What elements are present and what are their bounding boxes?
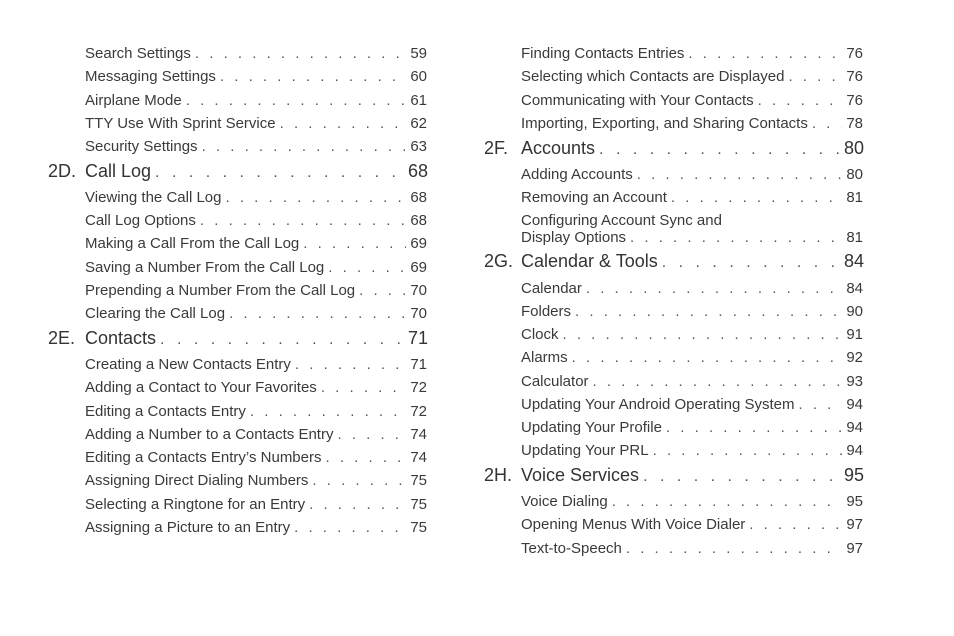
entry-page: 80 (846, 166, 863, 183)
entry-label: Airplane Mode (85, 92, 182, 109)
entry-label: Voice Dialing (521, 493, 608, 510)
dot-leader (653, 442, 843, 459)
toc-section-2g[interactable] (484, 251, 864, 275)
section-number: 2E. (48, 328, 76, 348)
entry-page: 97 (846, 540, 863, 557)
toc-entry[interactable] (521, 280, 863, 300)
dot-leader (337, 426, 406, 443)
section-title: Calendar & Tools (521, 251, 658, 271)
entry-page: 69 (410, 235, 427, 252)
entry-page: 61 (410, 92, 427, 109)
entry-label: Finding Contacts Entries (521, 45, 685, 62)
entry-page: 97 (846, 516, 863, 533)
toc-section-2f[interactable] (484, 138, 864, 162)
entry-page: 90 (846, 303, 863, 320)
section-page: 71 (407, 328, 428, 348)
toc-entry[interactable] (85, 426, 427, 446)
entry-page: 94 (846, 442, 863, 459)
dot-leader (688, 45, 842, 62)
toc-section-2e[interactable] (48, 328, 428, 352)
toc-entry[interactable] (521, 166, 863, 186)
toc-entry[interactable] (521, 92, 863, 112)
dot-leader (295, 356, 406, 373)
toc-section-2h[interactable] (484, 465, 864, 489)
section-page: 95 (843, 465, 864, 485)
entry-page: 74 (410, 426, 427, 443)
entry-page: 74 (410, 449, 427, 466)
toc-entry[interactable] (521, 349, 863, 369)
section-title: Voice Services (521, 465, 640, 485)
entry-page: 63 (410, 138, 427, 155)
toc-entry[interactable] (85, 115, 427, 135)
entry-page: 94 (846, 396, 863, 413)
dot-leader (788, 68, 842, 85)
section-page: 80 (843, 138, 864, 158)
entry-page: 81 (846, 189, 863, 206)
dot-leader (326, 449, 407, 466)
dot-leader (662, 254, 840, 272)
dot-leader (312, 472, 406, 489)
dot-leader (572, 349, 843, 366)
entry-page: 72 (410, 403, 427, 420)
toc-entry[interactable] (85, 496, 427, 516)
entry-page: 59 (410, 45, 427, 62)
entry-label: Call Log Options (85, 212, 196, 229)
entry-label: Making a Call From the Call Log (85, 235, 300, 252)
dot-leader (280, 115, 407, 132)
entry-page: 92 (846, 349, 863, 366)
entry-page: 71 (410, 356, 427, 373)
entry-label: Search Settings (85, 45, 191, 62)
entry-label: Importing, Exporting, and Sharing Contacts (521, 115, 808, 132)
toc-entry[interactable] (85, 259, 427, 279)
entry-page: 68 (410, 189, 427, 206)
entry-label: Creating a New Contacts Entry (85, 356, 291, 373)
entry-label: Updating Your Profile (521, 419, 662, 436)
toc-entry[interactable] (521, 516, 863, 536)
dot-leader (303, 235, 406, 252)
toc-entry[interactable] (521, 442, 863, 462)
dot-leader (799, 396, 843, 413)
entry-label: Selecting a Ringtone for an Entry (85, 496, 306, 513)
section-number: 2G. (484, 251, 514, 271)
entry-page: 68 (410, 212, 427, 229)
entry-label: Editing a Contacts Entry (85, 403, 246, 420)
entry-label: Clearing the Call Log (85, 305, 226, 322)
toc-entry[interactable] (521, 493, 863, 513)
entry-label: Saving a Number From the Call Log (85, 259, 325, 276)
dot-leader (202, 138, 407, 155)
toc-entry[interactable] (85, 138, 427, 158)
section-number: 2F. (484, 138, 509, 158)
entry-label: Updating Your PRL (521, 442, 649, 459)
dot-leader (195, 45, 406, 62)
entry-label: Communicating with Your Contacts (521, 92, 754, 109)
dot-leader (155, 164, 404, 182)
entry-page: 81 (846, 229, 863, 246)
toc-entry[interactable] (85, 212, 427, 232)
entry-label: Alarms (521, 349, 568, 366)
toc-entry[interactable] (521, 303, 863, 323)
entry-page: 76 (846, 68, 863, 85)
entry-label: Messaging Settings (85, 68, 216, 85)
toc-entry[interactable] (85, 379, 427, 399)
entry-label: Adding a Number to a Contacts Entry (85, 426, 334, 443)
section-title: Accounts (521, 138, 596, 158)
toc-entry[interactable] (521, 326, 863, 346)
dot-leader (563, 326, 843, 343)
entry-label: Assigning a Picture to an Entry (85, 519, 291, 536)
entry-label-line2: Display Options (521, 229, 627, 246)
entry-page: 72 (410, 379, 427, 396)
toc-entry[interactable] (85, 472, 427, 492)
entry-label: Calculator (521, 373, 589, 390)
dot-leader (294, 519, 406, 536)
entry-label: Selecting which Contacts are Displayed (521, 68, 785, 85)
toc-entry[interactable] (85, 92, 427, 112)
entry-page: 91 (846, 326, 863, 343)
section-title: Call Log (85, 161, 152, 181)
dot-leader (328, 259, 406, 276)
toc-entry[interactable] (521, 373, 863, 393)
dot-leader (250, 403, 406, 420)
dot-leader (643, 468, 840, 486)
section-number: 2H. (484, 465, 513, 485)
toc-entry[interactable] (85, 449, 427, 469)
toc-entry[interactable] (85, 403, 427, 423)
section-number: 2D. (48, 161, 77, 181)
toc-entry[interactable] (521, 45, 863, 65)
entry-label: Folders (521, 303, 572, 320)
dot-leader (225, 189, 406, 206)
entry-label: Viewing the Call Log (85, 189, 222, 206)
entry-page: 69 (410, 259, 427, 276)
toc-entry[interactable] (85, 235, 427, 255)
entry-label: TTY Use With Sprint Service (85, 115, 276, 132)
entry-label-line1[interactable]: Configuring Account Sync and (521, 212, 722, 229)
toc-entry[interactable] (521, 419, 863, 439)
section-page: 84 (843, 251, 864, 271)
toc-entry[interactable] (85, 45, 427, 65)
dot-leader (637, 166, 843, 183)
toc-entry[interactable] (521, 115, 863, 135)
entry-label: Editing a Contacts Entry’s Numbers (85, 449, 322, 466)
entry-page: 93 (846, 373, 863, 390)
toc-entry[interactable] (85, 519, 427, 539)
toc-entry[interactable] (521, 68, 863, 88)
entry-page: 70 (410, 305, 427, 322)
toc-entry[interactable] (521, 229, 863, 249)
toc-entry[interactable] (85, 305, 427, 325)
dot-leader (758, 92, 843, 109)
entry-label: Adding Accounts (521, 166, 633, 183)
dot-leader (186, 92, 407, 109)
entry-page: 76 (846, 45, 863, 62)
entry-label: Prepending a Number From the Call Log (85, 282, 356, 299)
dot-leader (630, 229, 842, 246)
entry-label: Assigning Direct Dialing Numbers (85, 472, 309, 489)
dot-leader (229, 305, 406, 322)
dot-leader (160, 331, 404, 349)
toc-entry[interactable] (85, 68, 427, 88)
toc-entry[interactable] (85, 282, 427, 302)
dot-leader (593, 373, 843, 390)
toc-section-2d[interactable] (48, 161, 428, 185)
dot-leader (309, 496, 406, 513)
dot-leader (599, 141, 840, 159)
dot-leader (749, 516, 842, 533)
entry-label: Calendar (521, 280, 582, 297)
section-page: 68 (407, 161, 428, 181)
dot-leader (575, 303, 842, 320)
entry-page: 76 (846, 92, 863, 109)
entry-page: 78 (846, 115, 863, 132)
toc-entry[interactable] (521, 540, 863, 560)
dot-leader (220, 68, 406, 85)
section-title: Contacts (85, 328, 157, 348)
entry-page: 75 (410, 472, 427, 489)
entry-label: Text-to-Speech (521, 540, 622, 557)
dot-leader (586, 280, 842, 297)
entry-page: 94 (846, 419, 863, 436)
entry-page: 62 (410, 115, 427, 132)
entry-page: 75 (410, 496, 427, 513)
toc-entry[interactable] (85, 356, 427, 376)
entry-page: 70 (410, 282, 427, 299)
entry-label: Removing an Account (521, 189, 667, 206)
entry-page: 60 (410, 68, 427, 85)
entry-label: Updating Your Android Operating System (521, 396, 795, 413)
entry-page: 75 (410, 519, 427, 536)
dot-leader (200, 212, 406, 229)
entry-label: Clock (521, 326, 559, 343)
toc-entry[interactable] (85, 189, 427, 209)
entry-label: Security Settings (85, 138, 198, 155)
entry-page: 84 (846, 280, 863, 297)
dot-leader (626, 540, 842, 557)
dot-leader (321, 379, 407, 396)
toc-entry[interactable] (521, 189, 863, 209)
dot-leader (812, 115, 842, 132)
dot-leader (359, 282, 406, 299)
dot-leader (666, 419, 842, 436)
entry-label: Opening Menus With Voice Dialer (521, 516, 746, 533)
dot-leader (671, 189, 842, 206)
toc-entry[interactable] (521, 396, 863, 416)
entry-page: 95 (846, 493, 863, 510)
dot-leader (612, 493, 843, 510)
entry-label: Adding a Contact to Your Favorites (85, 379, 317, 396)
